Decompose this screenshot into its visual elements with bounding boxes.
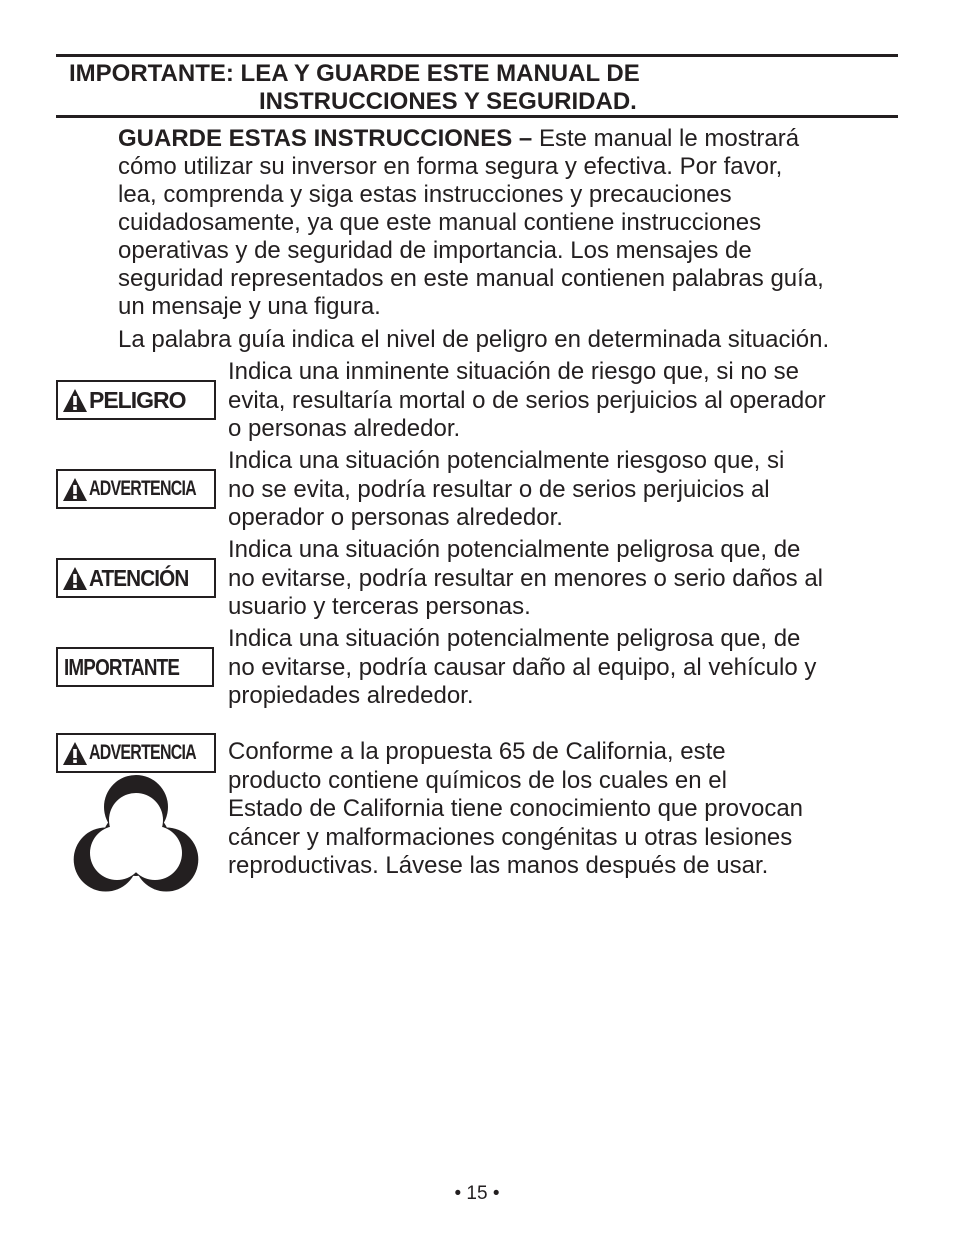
description-line: Indica una inminente situación de riesgo que, si no se: [228, 358, 800, 385]
description-line: usuario y terceras personas.: [228, 593, 531, 620]
description-line: o personas alrededor.: [228, 415, 461, 442]
description-line: Indica una situación potencialmente peligrosa que, de: [228, 625, 801, 652]
advertencia-description: [228, 447, 908, 533]
prop65-description: [228, 738, 908, 881]
importante-label: [56, 647, 214, 687]
header-banner: [56, 54, 898, 118]
intro-bold-lead: GUARDE ESTAS INSTRUCCIONES –: [118, 125, 533, 152]
atencion-label: [56, 558, 216, 598]
warning-triangle-icon: [62, 566, 88, 591]
intro-line: un mensaje y una figura.: [118, 293, 381, 320]
signal-word-text: PELIGRO: [89, 386, 186, 413]
peligro-description: [228, 358, 908, 444]
description-line: Indica una situación potencialmente riesgoso que, si: [228, 447, 785, 474]
atencion-description: [228, 536, 908, 622]
description-line: operador o personas alrededor.: [228, 504, 563, 531]
signal-word-note: La palabra guía indica el nivel de peligro en determinada situación.: [118, 326, 830, 353]
importante-description: [228, 625, 908, 711]
page-number: • 15 •: [454, 1183, 500, 1204]
description-line: Indica una situación potencialmente peligrosa que, de: [228, 536, 801, 563]
description-line: evita, resultaría mortal o de serios perjuicios al operador: [228, 386, 826, 414]
header-title-line-1: IMPORTANTE: LEA Y GUARDE ESTE MANUAL DE: [69, 60, 640, 87]
description-line: no se evita, podría resultar o de serios perjuicios al: [228, 475, 770, 503]
intro-line: cómo utilizar su inversor en forma segura y efectiva. Por favor,: [118, 153, 783, 180]
signal-word-text: IMPORTANTE: [64, 653, 180, 680]
description-line: no evitarse, podría resultar en menores o serio daños al: [228, 564, 823, 592]
peligro-label: [56, 380, 216, 420]
description-line: Conforme a la propuesta 65 de California, este: [228, 738, 726, 765]
description-line: Estado de California tiene conocimiento que provocan: [228, 795, 804, 822]
signal-word-text: ATENCIÓN: [89, 564, 189, 591]
intro-line: Este manual le mostrará: [532, 125, 800, 152]
biohazard-icon: [68, 774, 204, 902]
description-line: propiedades alrededor.: [228, 682, 474, 709]
header-title-line-2: INSTRUCCIONES Y SEGURIDAD.: [259, 88, 637, 115]
description-line: no evitarse, podría causar daño al equipo, al vehículo y: [228, 653, 817, 681]
intro-line: lea, comprenda y siga estas instrucciones y precauciones: [118, 181, 732, 208]
description-line: producto contiene químicos de los cuales en el: [228, 766, 727, 794]
intro-line: seguridad representados en este manual contienen palabras guía,: [118, 265, 824, 292]
warning-triangle-icon: [62, 741, 88, 766]
signal-word-text: ADVERTENCIA: [89, 477, 196, 500]
description-line: reproductivas. Lávese las manos después de usar.: [228, 852, 769, 879]
warning-triangle-icon: [62, 477, 88, 502]
warning-triangle-icon: [62, 388, 88, 413]
advertencia-label: [56, 469, 216, 509]
prop65-advertencia-label: [56, 733, 216, 773]
description-line: cáncer y malformaciones congénitas u otras lesiones: [228, 823, 793, 851]
signal-word-text: ADVERTENCIA: [89, 741, 196, 764]
intro-line: cuidadosamente, ya que este manual contiene instrucciones: [118, 209, 762, 236]
intro-line: operativas y de seguridad de importancia. Los mensajes de: [118, 237, 752, 264]
intro-paragraph: [118, 125, 908, 321]
